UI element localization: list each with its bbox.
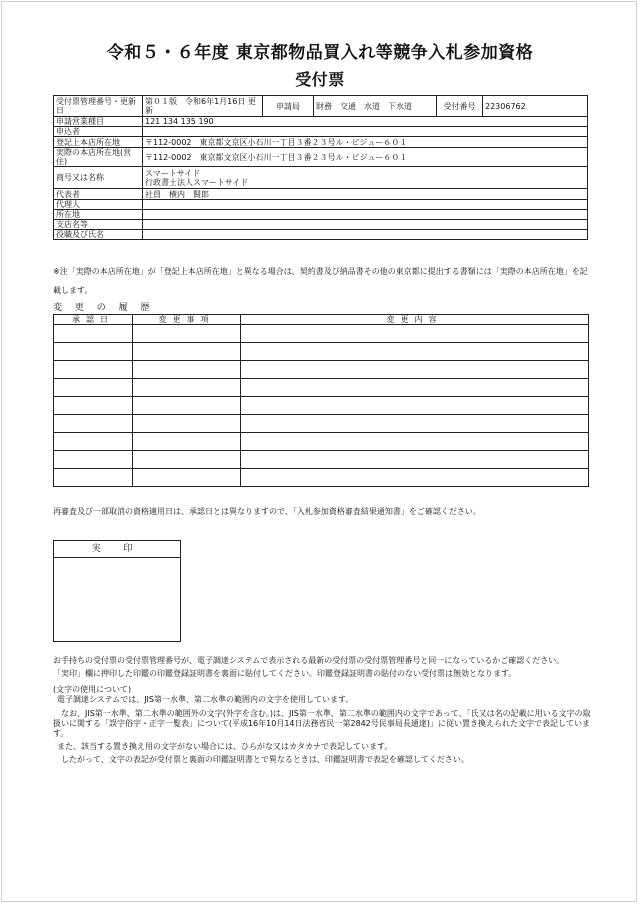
info-value <box>143 220 588 230</box>
info-row <box>54 210 588 220</box>
info-label: 役職及び氏名 <box>54 230 143 240</box>
document-subtitle: 受付票 <box>295 70 345 89</box>
info-row <box>54 137 588 148</box>
info-row <box>54 127 588 137</box>
info-row <box>54 220 588 230</box>
info-label: 所在地 <box>54 210 143 220</box>
info-label: 商号又は名称 <box>54 167 143 189</box>
info-row <box>54 148 588 167</box>
note-paragraph: なお、JIS第一水準、第二水準の範囲外の文字(外字を含む。)は、JIS第一水準、第二水準の範囲内の文字であって、「氏又は名の記載に用いる文字の取扱いに関する「誤字俗字・正字一覧表」について(平成16年10月14日法務省民一第2842号民事局長通達)」に従い置き換えられた文字で表記しています。 <box>53 709 591 738</box>
history-row <box>54 343 589 361</box>
info-row <box>54 230 588 240</box>
info-row <box>54 200 588 210</box>
info-label: 代表者 <box>54 189 143 200</box>
info-value <box>143 230 588 240</box>
note-paragraph: また、該当する置き換え用の文字がない場合には、ひらがな又はカタカナで表記しています。 <box>57 742 393 751</box>
history-header-change-content: 変更内容 <box>241 315 589 325</box>
notes-section <box>53 656 593 765</box>
info-label: 申請営業種目 <box>54 117 143 127</box>
info-row <box>54 117 588 127</box>
info-row <box>54 167 588 189</box>
seal-box <box>53 540 181 642</box>
info-value: スマートサイド 行政書士法人スマートサイド <box>143 167 588 189</box>
info-value-receipt: 22306762 <box>483 96 588 117</box>
history-section-title: 変 更 の 履 歴 <box>53 303 155 313</box>
history-header-change-item: 変更事項 <box>133 315 241 325</box>
info-row <box>54 189 588 200</box>
document-title: 令和５・６年度 東京都物品買入れ等競争入札参加資格 <box>106 43 534 63</box>
history-header-row <box>54 315 589 325</box>
change-history-table <box>53 314 589 487</box>
reexamination-note: 再審査及び一部取消の資格適用日は、承認日とは異なりますので、「入札参加資格審査結果通知書」をご確認ください。 <box>53 507 481 516</box>
note-paragraph: 「実印」欄に押印した印鑑の印鑑登録証明書を裏面に貼付してください。印鑑登録証明書の貼付のない受付票は無効となります。 <box>53 669 517 678</box>
info-label: 登記上本店所在地 <box>54 137 143 148</box>
history-header-approval-date: 承認日 <box>54 315 133 325</box>
info-label-receipt: 受付番号 <box>437 96 483 117</box>
info-label-bureau: 申請局 <box>263 96 314 117</box>
history-row <box>54 361 589 379</box>
info-value-management: 第０１版 令和6年1月16日 更新 <box>143 96 263 117</box>
info-label: 代理人 <box>54 200 143 210</box>
note-heading: (文字の使用について) <box>53 685 132 694</box>
applicant-info-table <box>53 95 588 240</box>
info-label: 支店名等 <box>54 220 143 230</box>
info-value: 〒112-0002 東京都文京区小石川一丁目３番２３号ル・ビジュー６０１ <box>143 148 588 167</box>
info-label-management: 受付票管理番号・更新日 <box>54 96 143 117</box>
info-value <box>143 127 588 137</box>
history-row <box>54 415 589 433</box>
seal-label: 実 印 <box>54 541 180 558</box>
note-paragraph: したがって、文字の表記が受付票と裏面の印鑑証明書とで異なるときは、印鑑証明書で表記を確認してください。 <box>61 755 469 764</box>
history-row <box>54 469 589 487</box>
info-value: 121 134 135 190 <box>143 117 588 127</box>
info-value-bureau: 財務 交通 水道 下水道 <box>314 96 437 117</box>
address-note: ※注「実際の本店所在地」が「登記上本店所在地」と異なる場合は、契約書及び納品書その他の東京都に提出する書類には「実際の本店所在地」を記載します。 <box>53 267 588 295</box>
history-row <box>54 451 589 469</box>
info-label: 実際の本店所在地(営住) <box>54 148 143 167</box>
info-value: 社員 横内 賢郎 <box>143 189 588 200</box>
note-paragraph: お手持ちの受付票の受付票管理番号が、電子調達システムで表示される最新の受付票の受付票管理番号と同一になっているかご確認ください。 <box>53 656 565 665</box>
info-row-management <box>54 96 588 117</box>
history-row <box>54 325 589 343</box>
note-paragraph: 電子調達システムでは、JIS第一水準、第二水準の範囲内の文字を使用しています。 <box>57 695 354 704</box>
info-label: 申込者 <box>54 127 143 137</box>
history-row <box>54 379 589 397</box>
info-value <box>143 210 588 220</box>
info-value <box>143 200 588 210</box>
history-row <box>54 433 589 451</box>
info-value: 〒112-0002 東京都文京区小石川一丁目３番２３号ル・ビジュー６０１ <box>143 137 588 148</box>
history-row <box>54 397 589 415</box>
